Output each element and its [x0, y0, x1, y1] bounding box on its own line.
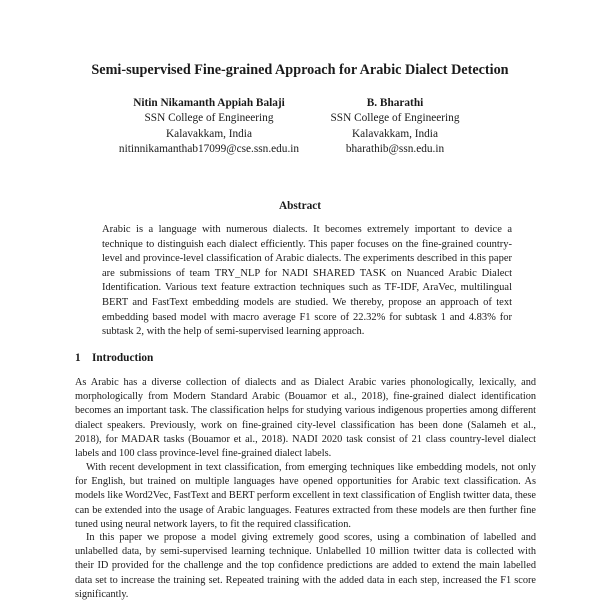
abstract-heading: Abstract: [278, 200, 322, 212]
author-email: nitinnikamanthab17099@cse.ssn.edu.in: [118, 143, 300, 156]
paper-title: Semi-supervised Fine-grained Approach for Arabic Dialect Detection: [91, 62, 509, 78]
author-block-2: [318, 96, 472, 158]
author-affiliation: SSN College of Engineering: [144, 112, 274, 125]
author-location: Kalavakkam, India: [352, 127, 438, 140]
section-number: 1: [75, 352, 81, 364]
author-email: bharathib@ssn.edu.in: [345, 143, 445, 156]
section-heading: [75, 352, 153, 364]
intro-paragraph-2: With recent development in text classification, from emerging techniques like embedding models, not only for English, but trained on multiple languages have opened opportunities for Arabic text classification. As models like Word2Vec, FastText and BERT perform excellent in text classification of English twitter data, these can be extended into the usage of Arabic languages. Features extracted from these models are then further fine tuned using neural network layers, to fit the required classification.: [75, 462, 536, 530]
author-affiliation: SSN College of Engineering: [330, 112, 460, 125]
section-title: Introduction: [92, 352, 154, 364]
intro-paragraph-3: In this paper we propose a model giving extremely good scores, using a combination of labelled and unlabelled data, by semi-supervised learning technique. Unlabelled 10 million twitter data is collected with their ID provided for the challenge and the top confidence predictions are added to extend the main labelled data set to increase the training set. Repeated training with the added data in each step, increased the F1 score significantly.: [75, 532, 536, 600]
abstract-text: Arabic is a language with numerous dialects. It becomes extremely important to device a technique to distinguish each dialect efficiently. This paper focuses on the fine-grained country-level and province-level classification of Arabic dialects. The experiments described in this paper are submissions of team TRY_NLP for NADI SHARED TASK on Nuanced Arabic Dialect Identification. Various text feature extraction techniques such as TF-IDF, AraVec, multilingual BERT and FastText embedding models are studied. We thereby, propose an approach of text embedding based model with macro average F1 score of 22.32% for subtask 1 and 4.83% for subtask 2, with the help of semi-supervised learning approach.: [102, 224, 512, 338]
author-location: Kalavakkam, India: [166, 127, 252, 140]
intro-paragraph-1: As Arabic has a diverse collection of dialects and as Dialect Arabic varies phonologically, lexically, and morphologically from Modern Standard Arabic (Bouamor et al., 2018), fine-grained dialect identification becomes an important task. The classification helps for studying various indigenous properties among different dialect speakers. Previously, work on fine-grained city-level classification has been done (Salameh et al., 2018), for MADAR tasks (Bouamor et al., 2018). NADI 2020 task consist of 21 class country-level dialect labels and 100 class province-level fine-grained dialect labels.: [75, 377, 536, 460]
author-block-1: [100, 96, 318, 158]
author-name: Nitin Nikamanth Appiah Balaji: [133, 97, 285, 109]
author-name: B. Bharathi: [366, 97, 424, 109]
